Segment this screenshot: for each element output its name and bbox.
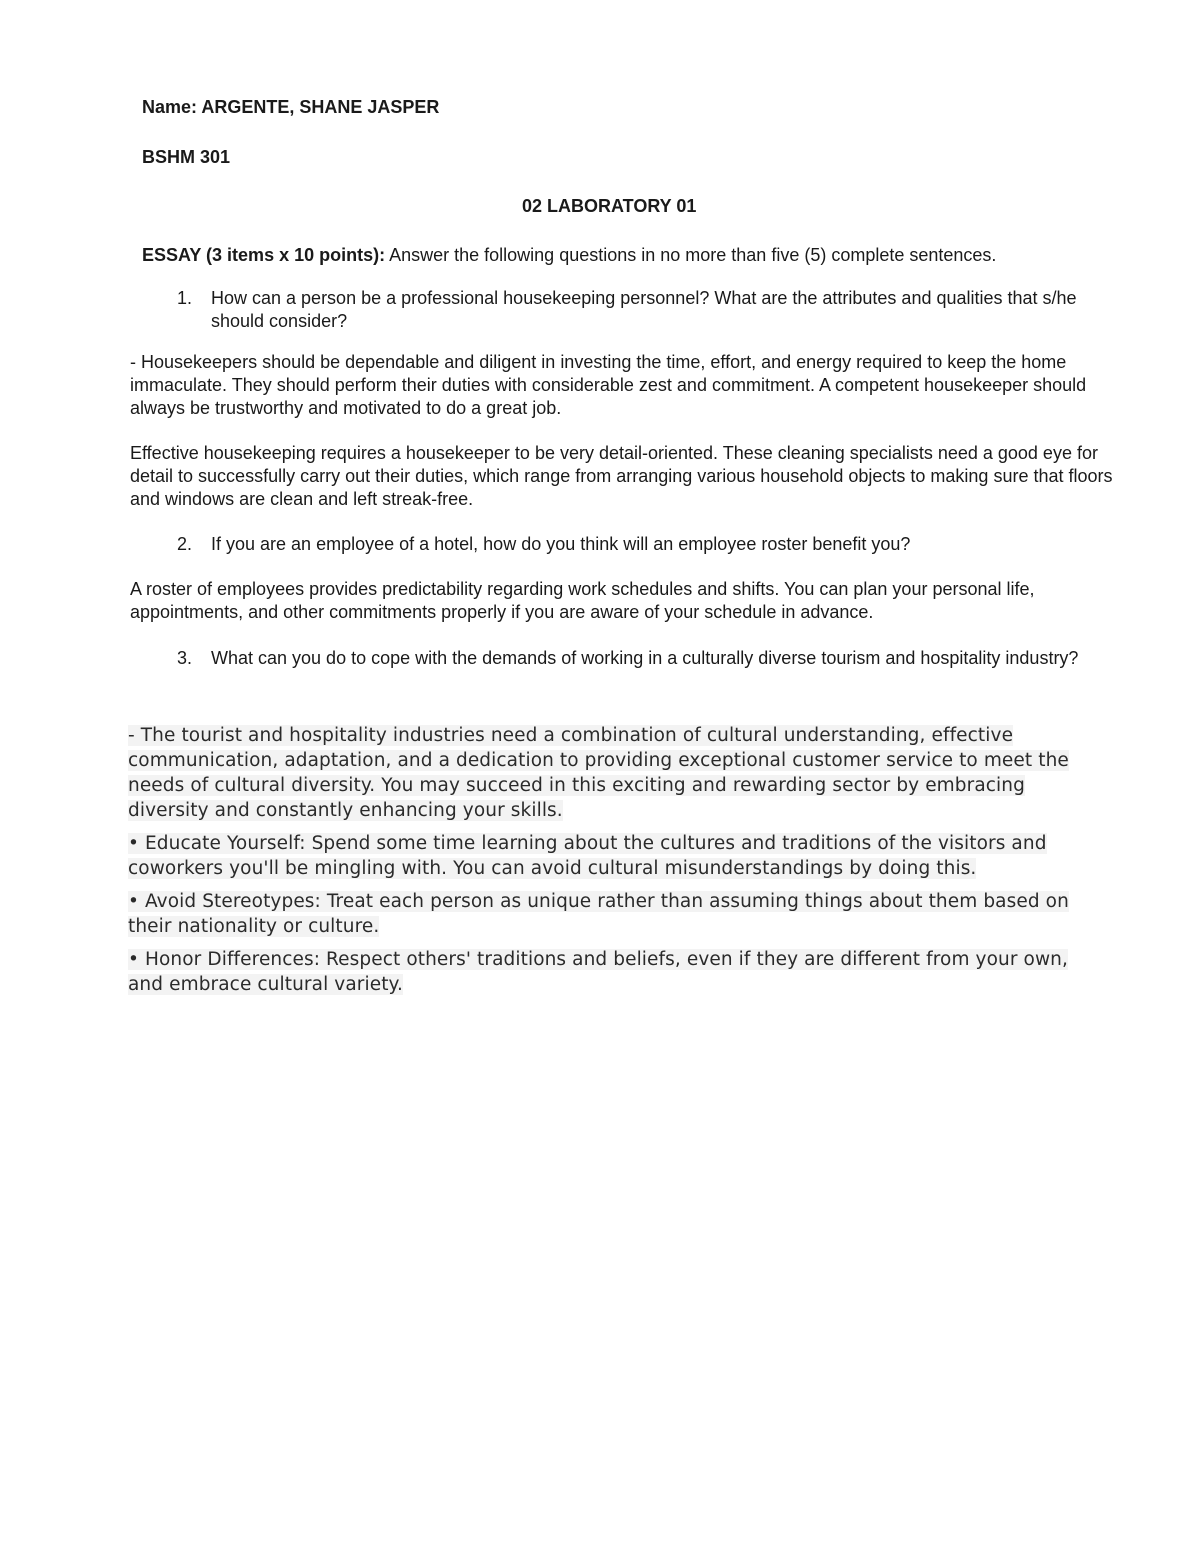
question-number: 3. [176,648,192,668]
question-number: 1. [176,288,192,308]
essay-instruction-text: Answer the following questions in no more than five (5) complete sentences. [385,245,997,265]
bullet-text: • Honor Differences: Respect others' traditions and beliefs, even if they are different from your own, and embrace cultural variety. [128,949,1068,995]
bullet-text: • Educate Yourself: Spend some time learning about the cultures and traditions of the visitors and coworkers you'll be mingling with. You can avoid cultural misunderstandings by doing this. [128,833,1047,879]
document-title: 02 LABORATORY 01 [522,196,697,216]
answer-paragraph [128,723,1090,823]
bullet-item [128,889,1090,939]
answer-paragraph: - Housekeepers should be dependable and diligent in investing the time, effort, and energy required to keep the home immaculate. They should perform their duties with considerable zest and commitment. A competent housekeeper should always be trustworthy and motivated to do a great job. [130,352,1087,418]
essay-label: ESSAY (3 items x 10 points): [142,245,386,265]
question-text: If you are an employee of a hotel, how do you think will an employee roster benefit you? [211,534,911,554]
answer-text: - The tourist and hospitality industries need a combination of cultural understanding, effective communication, adaptation, and a dedication to providing exceptional customer service to meet the needs of cultural diversity. You may succeed in this exciting and rewarding sector by embracing diversity and constantly enhancing your skills. [128,725,1069,821]
student-name: Name: ARGENTE, SHANE JASPER [142,97,440,117]
answer-3-block [128,723,1090,1005]
bullet-item [128,947,1090,997]
answer-paragraph: Effective housekeeping requires a housekeeper to be very detail-oriented. These cleaning specialists need a good eye for detail to successfully carry out their duties, which range from arranging various household objects to making sure that floors and windows are clean and left streak-free. [130,443,1113,509]
question-text: How can a person be a professional housekeeping personnel? What are the attributes and qualities that s/he should consider? [211,288,1077,331]
course-code: BSHM 301 [142,147,231,167]
answer-paragraph: A roster of employees provides predictability regarding work schedules and shifts. You can plan your personal life, appointments, and other commitments properly if you are aware of your schedule in advance. [130,579,1035,622]
question-number: 2. [176,534,192,554]
bullet-item [128,831,1090,881]
question-text: What can you do to cope with the demands of working in a culturally diverse tourism and hospitality industry? [211,648,1079,668]
bullet-text: • Avoid Stereotypes: Treat each person as unique rather than assuming things about them based on their nationality or culture. [128,891,1069,937]
essay-instructions [142,244,996,267]
